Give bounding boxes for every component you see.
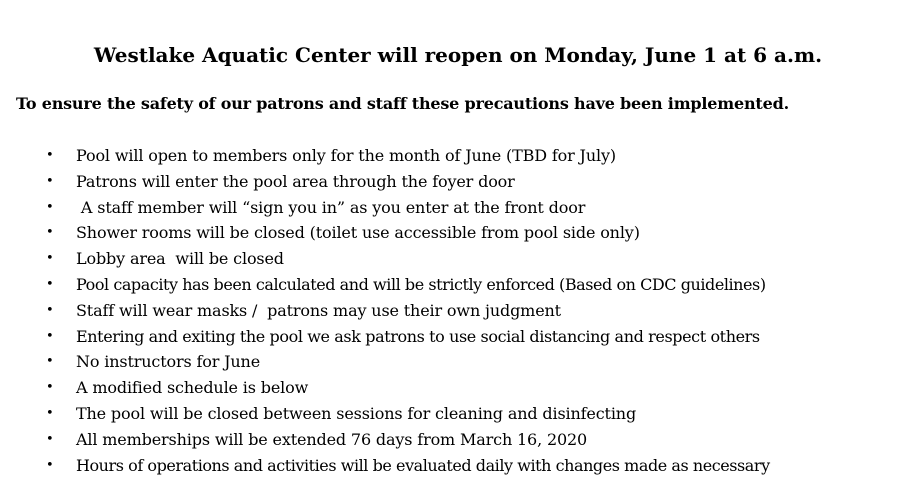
bullet-icon: • <box>46 225 54 241</box>
bullet-icon: • <box>46 431 54 447</box>
bullet-icon: • <box>46 405 54 421</box>
bullet-icon: • <box>46 148 54 163</box>
list-item-text: Patrons will enter the pool area through the foyer door <box>76 171 515 191</box>
intro-statement: To ensure the safety of our patrons and staff these precautions have been implemented. <box>16 94 789 113</box>
list-item-text: All memberships will be extended 76 days from March 16, 2020 <box>76 429 588 449</box>
list-item-text: Pool will open to members only for the month of June (TBD for July) <box>76 146 616 165</box>
list-item-text: Staff will wear masks / patrons may use their own judgment <box>76 300 561 320</box>
bullet-icon: • <box>46 199 54 215</box>
document-title: Westlake Aquatic Center will reopen on Monday, June 1 at 6 a.m. <box>93 43 823 67</box>
bullet-icon: • <box>46 354 54 370</box>
bullet-icon: • <box>46 302 54 318</box>
list-item-text: Pool capacity has been calculated and will be strictly enforced (Based on CDC guidelines) <box>76 274 766 294</box>
list-item-text: The pool will be closed between sessions for cleaning and disinfecting <box>76 403 637 423</box>
list-item-text: A modified schedule is below <box>76 378 309 398</box>
bullet-icon: • <box>46 276 54 292</box>
bullet-icon: • <box>46 380 54 396</box>
list-item-text: Lobby area will be closed <box>76 249 284 269</box>
list-item-text: A staff member will “sign you in” as you enter at the front door <box>76 197 586 217</box>
bullet-icon: • <box>46 328 54 344</box>
list-item-text: Shower rooms will be closed (toilet use accessible from pool side only) <box>76 223 640 243</box>
list-item-text: Entering and exiting the pool we ask patrons to use social distancing and respect others <box>76 326 760 346</box>
bullet-icon: • <box>46 173 54 189</box>
bullet-icon: • <box>46 457 54 473</box>
list-item-text: No instructors for June <box>76 352 261 372</box>
list-item-text: Hours of operations and activities will be evaluated daily with changes made as necessary <box>76 455 770 475</box>
bullet-icon: • <box>46 251 54 267</box>
